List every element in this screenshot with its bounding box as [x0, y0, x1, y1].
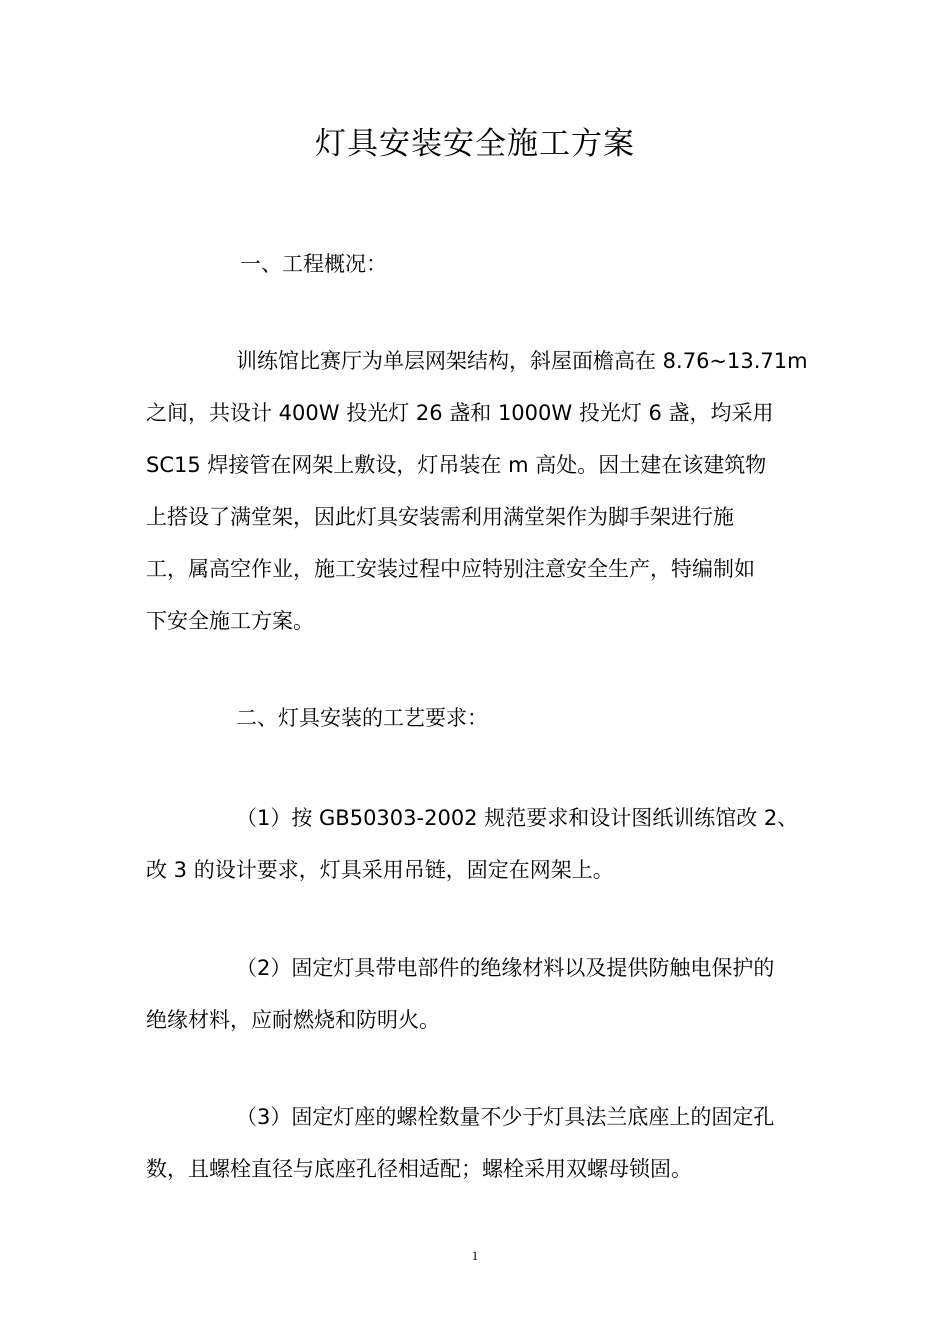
paragraph-line: （1）按 GB50303-2002 规范要求和设计图纸训练馆改 2、: [236, 806, 799, 830]
paragraph-line: （3）固定灯座的螺栓数量不少于灯具法兰底座上的固定孔: [236, 1105, 775, 1129]
requirement-item-1: [146, 792, 816, 896]
section-heading-process-requirements: 二、灯具安装的工艺要求：: [236, 706, 488, 730]
paragraph-line: 之间，共设计 400W 投光灯 26 盏和 1000W 投光灯 6 盏，均采用: [146, 401, 774, 425]
section-heading-overview: 一、工程概况：: [240, 252, 387, 276]
page-number: 1: [471, 1248, 479, 1263]
paragraph-line: 工，属高空作业，施工安装过程中应特别注意安全生产，特编制如: [146, 557, 755, 581]
paragraph-line: 训练馆比赛厅为单层网架结构，斜屋面檐高在 8.76~13.71m: [236, 349, 808, 373]
paragraph-line: 下安全施工方案。: [146, 609, 314, 633]
paragraph-line: SC15 焊接管在网架上敷设，灯吊装在 m 高处。因土建在该建筑物: [146, 453, 767, 477]
paragraph-line: 上搭设了满堂架，因此灯具安装需利用满堂架作为脚手架进行施: [146, 505, 734, 529]
paragraph-line: 改 3 的设计要求，灯具采用吊链，固定在网架上。: [146, 858, 614, 882]
paragraph-line: （2）固定灯具带电部件的绝缘材料以及提供防触电保护的: [236, 956, 775, 980]
requirement-item-3: [146, 1091, 816, 1195]
paragraph-line: 数，且螺栓直径与底座孔径相适配；螺栓采用双螺母锁固。: [146, 1157, 692, 1181]
overview-paragraph: [146, 335, 816, 647]
paragraph-line: 绝缘材料，应耐燃烧和防明火。: [146, 1008, 440, 1032]
document-title: 灯具安装安全施工方案: [315, 126, 635, 162]
requirement-item-2: [146, 942, 816, 1046]
